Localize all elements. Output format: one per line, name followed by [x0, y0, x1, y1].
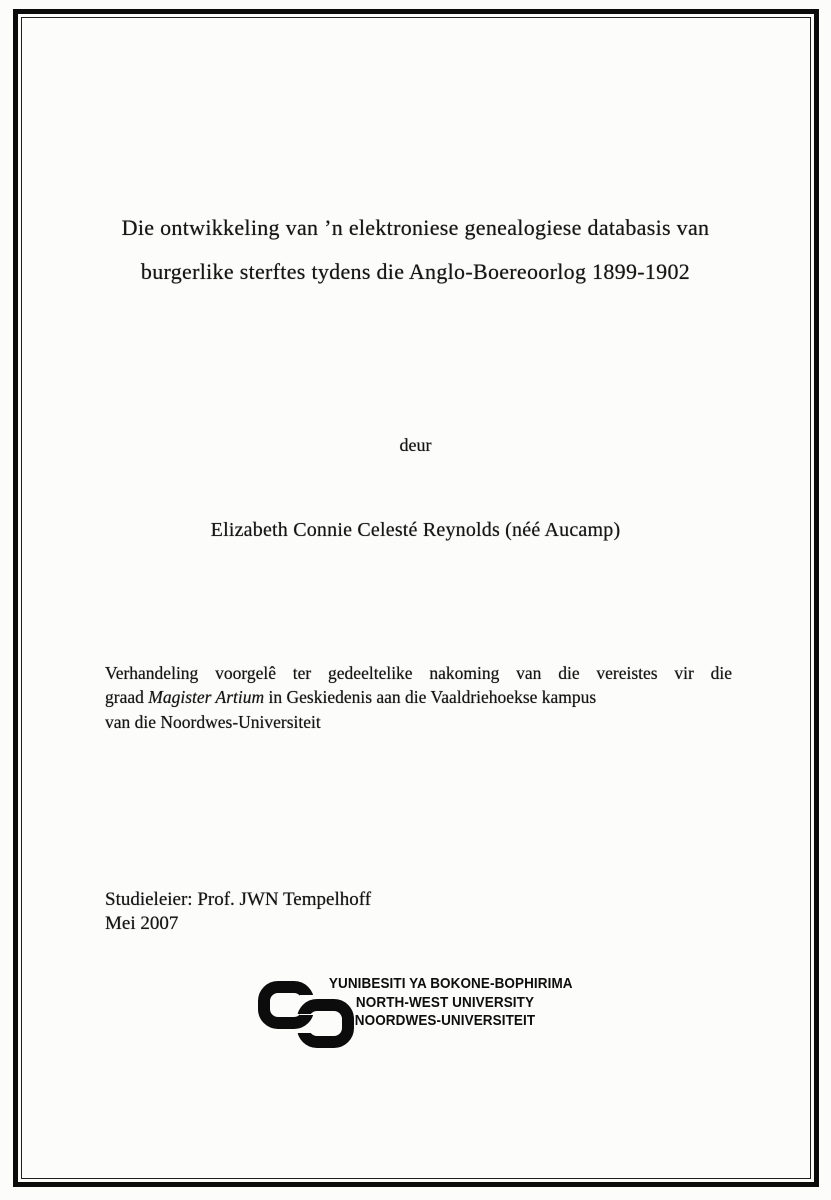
declaration-line-2 — [105, 685, 732, 709]
declaration-degree-name: Magister Artium — [148, 687, 265, 708]
byline-deur: deur — [399, 435, 432, 455]
date-line: Mei 2007 — [105, 913, 179, 934]
thesis-title — [80, 206, 751, 294]
declaration-line-2-before: graad — [105, 687, 149, 708]
declaration-line-2-after: in Geskiedenis aan die Vaaldriehoekse kampus — [264, 687, 597, 708]
declaration-line-1: Verhandeling voorgelê ter gedeeltelike nakoming van die vereistes vir die — [105, 663, 732, 683]
declaration-paragraph — [105, 661, 732, 734]
supervisor-line: Studieleier: Prof. JWN Tempelhoff — [105, 889, 372, 910]
thesis-title-line-2: burgerlike sterftes tydens die Anglo-Boereoorlog 1899-1902 — [140, 259, 691, 284]
declaration-line-3: van die Noordwes-Universiteit — [105, 711, 321, 732]
nwu-logo-line-3: NOORDWES-UNIVERSITEIT — [354, 1012, 536, 1030]
author-name: Elizabeth Connie Celesté Reynolds (néé Aucamp) — [210, 519, 621, 541]
nwu-logo-line-1: YUNIBESITI YA BOKONE-BOPHIRIMA — [328, 975, 573, 992]
thesis-title-line-1: Die ontwikkeling van ’n elektroniese genealogiese databasis van — [121, 215, 710, 240]
nwu-logo-text — [328, 975, 573, 1031]
supervisor-date-block — [105, 888, 371, 936]
nwu-logo-line-2: NORTH-WEST UNIVERSITY — [355, 993, 535, 1011]
